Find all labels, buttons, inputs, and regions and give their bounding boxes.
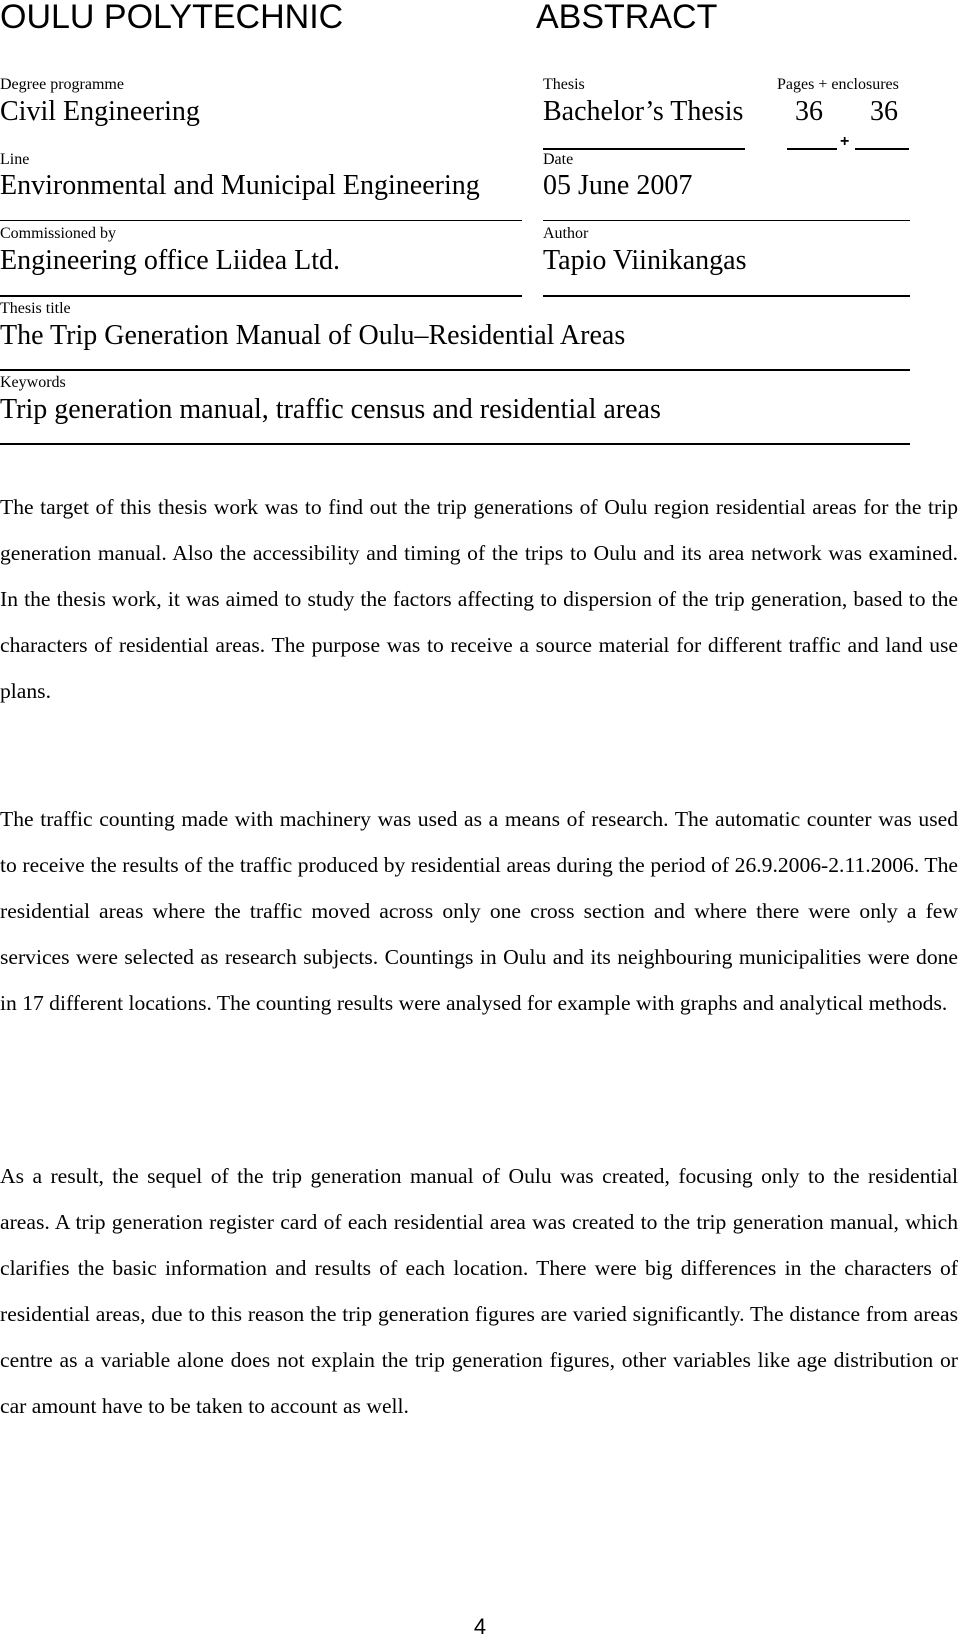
author-value: Tapio Viinikangas — [543, 245, 747, 276]
institution-title: OULU POLYTECHNIC — [0, 0, 344, 36]
line-label: Line — [0, 151, 30, 168]
thesis-title-value: The Trip Generation Manual of Oulu–Residential Areas — [0, 320, 626, 351]
degree-programme-label: Degree programme — [0, 76, 124, 93]
commissioned-by-value: Engineering office Liidea Ltd. — [0, 245, 341, 276]
line-value: Environmental and Municipal Engineering — [0, 170, 480, 201]
commissioned-by-underline — [0, 295, 522, 297]
keywords-label: Keywords — [0, 374, 66, 391]
thesis-underline — [543, 148, 745, 150]
date-label: Date — [543, 151, 574, 168]
author-label: Author — [543, 225, 589, 242]
date-underline — [543, 220, 910, 221]
thesis-title-label: Thesis title — [0, 300, 71, 317]
thesis-value: Bachelor’s Thesis — [543, 96, 744, 127]
plus-sign: + — [840, 133, 850, 150]
document-type-title: ABSTRACT — [536, 0, 718, 36]
thesis-label: Thesis — [543, 76, 585, 93]
author-underline — [543, 295, 910, 297]
abstract-paragraph-3: As a result, the sequel of the trip generation manual of Oulu was created, focusing only to the residential areas. A trip generation register card of each residential area was created to the trip generation manual, which clarifies the basic information and results of each location. There were big differences in the characters of residential areas, due to this reason the trip generation figures are varied significantly. The distance from areas centre as a variable alone does not explain the trip generation figures, other variables like age distribution or car amount have to be taken to account as well. — [0, 1164, 958, 1418]
keywords-value: Trip generation manual, traffic census and residential areas — [0, 394, 661, 425]
pages-count: 36 — [795, 96, 823, 127]
thesis-title-underline — [0, 369, 910, 371]
abstract-paragraph-1: The target of this thesis work was to find out the trip generations of Oulu region residential areas for the trip generation manual. Also the accessibility and timing of the trips to Oulu and its area network was examined. In the thesis work, it was aimed to study the factors affecting to dispersion of the trip generation, based to the characters of residential areas. The purpose was to receive a source material for different traffic and land use plans. — [0, 495, 958, 703]
page-number: 4 — [473, 1614, 487, 1639]
enclosures-count: 36 — [870, 96, 898, 127]
date-value: 05 June 2007 — [543, 170, 693, 201]
keywords-underline — [0, 443, 910, 445]
commissioned-by-label: Commissioned by — [0, 225, 117, 242]
line-underline — [0, 220, 522, 221]
abstract-paragraph-2: The traffic counting made with machinery was used as a means of research. The automatic counter was used to receive the results of the traffic produced by residential areas during the period of 26.9.2006-2.11.2006. The residential areas where the traffic moved across only one cross section and where there were only a few services were selected as research subjects. Countings in Oulu and its neighbouring municipalities were done in 17 different locations. The counting results were analysed for example with graphs and analytical methods. — [0, 807, 958, 1015]
pages-enclosures-label: Pages + enclosures — [777, 76, 899, 93]
degree-programme-value: Civil Engineering — [0, 96, 200, 127]
pages-underline — [787, 148, 837, 150]
enclosures-underline — [855, 148, 909, 150]
